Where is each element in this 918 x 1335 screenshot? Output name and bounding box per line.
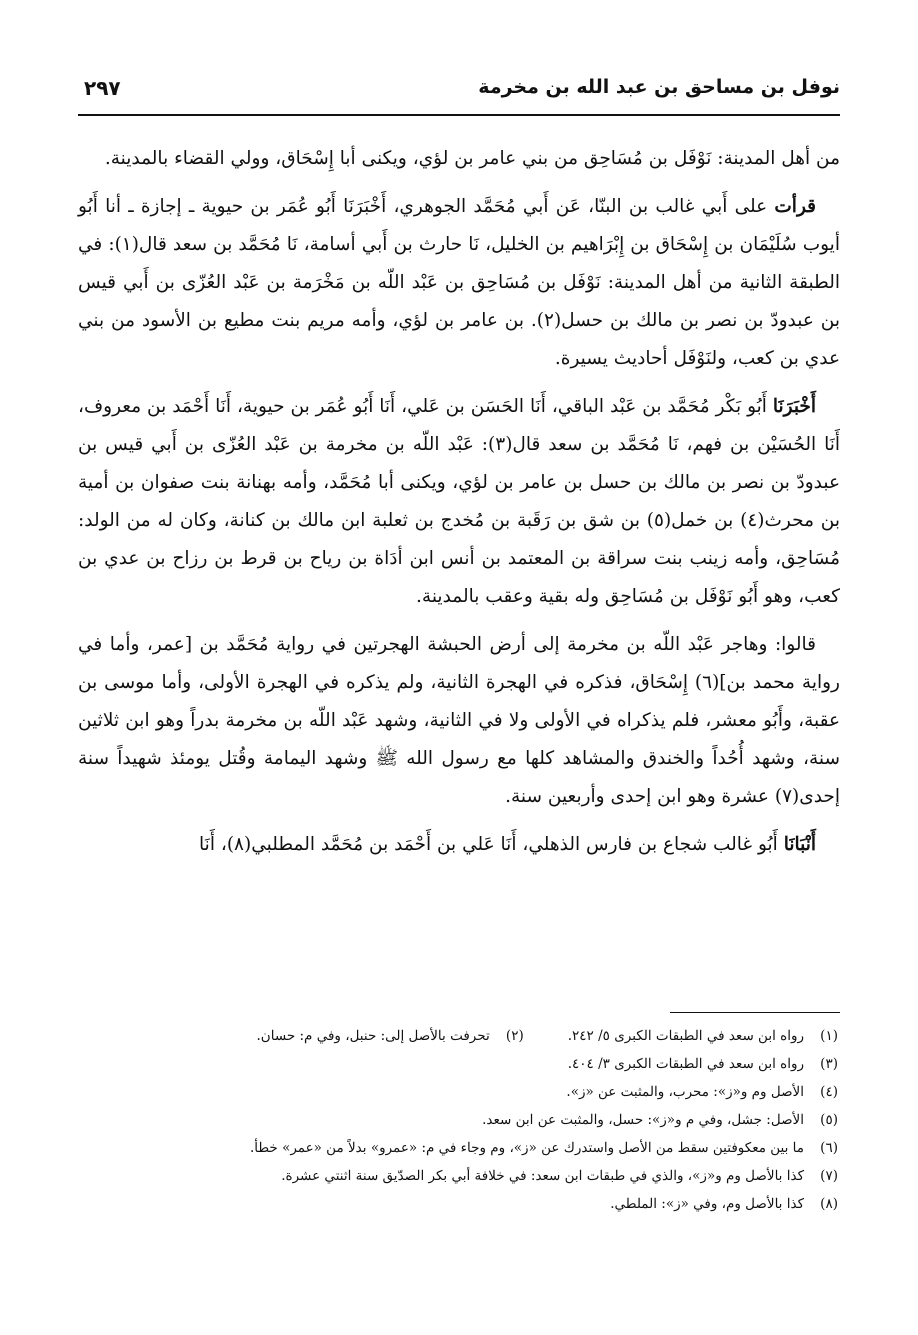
paragraph [78, 188, 840, 378]
footnote-number: (٢) [505, 1028, 524, 1044]
footnote-text: رواه ابن سعد في الطبقات الكبرى ٣/ ٤٠٤. [567, 1056, 804, 1072]
footnote [120, 1050, 838, 1078]
footnote-number: (٣) [820, 1056, 838, 1072]
footnote [120, 1162, 838, 1190]
footnote [257, 1022, 524, 1050]
paragraph-text: أَبُو بَكْر مُحَمَّد بن عَبْد الباقي، أَنَا الحَسَن بن عَلي، أَنَا أَبُو عُمَر بن حيوية، أَنَا أَحْمَد بن معروف، أَنَا الحُسَيْن بن فهم، نَا مُحَمَّد بن سعد قال(٣): عَبْد اللّه بن مخرمة بن عَبْد العُزّى بن أَبي قيس بن عبدودّ بن نصر بن مالك بن حسل بن عامر بن لؤي، ويكنى أبا مُحَمَّد، وأمه بهنانة بنت صفوان بن أمية بن محرث(٤) بن خمل(٥) بن شق بن رَقَبة بن مُخدج بن ثعلبة ابن مالك بن كنانة، وكان له من الولد: مُسَاحِق، وأمه زينب بنت سراقة بن المعتمد بن أنس ابن أدَاة بن رياح بن قرط بن رزاح بن عدي بن كعب، وهو أَبُو نَوْفَل بن مُسَاحِق وله بقية وعقب بالمدينة. [78, 396, 840, 607]
footnote [568, 1022, 838, 1050]
footnote-text: كذا بالأصل وم و«ز»، والذي في طبقات ابن سعد: في خلافة أبي بكر الصدّيق سنة اثنتي عشرة. [281, 1168, 804, 1184]
paragraph-lead: قرأت [774, 196, 816, 217]
page-number: ٢٩٧ [84, 76, 121, 100]
footnote-number: (٨) [820, 1196, 838, 1212]
footnote-text: الأصل: جشل، وفي م و«ز»: حسل، والمثبت عن ابن سعد. [482, 1112, 804, 1128]
paragraph-lead: أَنْبَانَا [783, 834, 816, 855]
footnotes [120, 1022, 838, 1218]
footnote [120, 1078, 838, 1106]
paragraph-text: أَبُو غالب شجاع بن فارس الذهلي، أَنَا عَلي بن أَحْمَد بن مُحَمَّد المطلبي(٨)، أَنَا [199, 834, 784, 855]
footnote-text: ما بين معكوفتين سقط من الأصل واستدرك عن «ز»، وم وجاء في م: «عمرو» بدلاً من «عمر» خطأ. [249, 1140, 804, 1156]
footnote [120, 1106, 838, 1134]
footnote-row [120, 1022, 838, 1050]
footnote [120, 1134, 838, 1162]
footnote-text: كذا بالأصل وم، وفي «ز»: الملطي. [610, 1196, 804, 1212]
paragraph [78, 140, 840, 178]
footnote-number: (٦) [820, 1140, 838, 1156]
footnote-number: (٥) [820, 1112, 838, 1128]
running-title: نوفل بن مساحق بن عبد الله بن مخرمة [478, 76, 840, 98]
paragraph-text: على أَبي غالب بن البنّا، عَن أَبي مُحَمَّد الجوهري، أَخْبَرَنَا أَبُو عُمَر بن حيوية ـ إجازة ـ أنا أَبُو أيوب سُلَيْمَان بن إِسْحَاق بن إِبْرَاهيم بن الخليل، نَا حارث بن أَبي أسامة، نَا مُحَمَّد بن سعد قال(١): في الطبقة الثانية من أهل المدينة: نَوْفَل بن مُسَاحِق بن عَبْد اللّه بن مَخْرَمة بن عَبْد العُزّى بن أَبي قيس بن عبدودّ بن نصر بن مالك بن حسل(٢). بن عامر بن لؤي، وأمه مريم بنت مطيع بن الأسود من بني عدي بن كعب، ولنَوْفَل أحاديث يسيرة. [78, 196, 840, 369]
paragraph-text: من أهل المدينة: نَوْفَل بن مُسَاحِق من بني عامر بن لؤي، ويكنى أبا إِسْحَاق، وولي القضاء بالمدينة. [104, 148, 840, 169]
footnote-text: تحرفت بالأصل إلى: حنبل، وفي م: حسان. [256, 1028, 490, 1044]
paragraph [78, 626, 840, 816]
paragraph [78, 826, 840, 864]
running-head [84, 76, 840, 112]
paragraph-text: قالوا: وهاجر عَبْد اللّه بن مخرمة إلى أرض الحبشة الهجرتين في رواية مُحَمَّد بن [عمر، وأما في رواية محمد بن](٦) إِسْحَاق، فذكره في الهجرة الثانية، ولم يذكره في الهجرة الأولى، وأما موسى بن عقبة، وأَبُو معشر، فلم يذكراه في الأولى ولا في الثانية، وشهد عَبْد اللّه بن مخرمة بدراً وهو ابن ثلاثين سنة، وشهد أُحُداً والخندق والمشاهد كلها مع رسول الله ﷺ وشهد اليمامة وقُتل يومئذ شهيداً سنة إحدى(٧) عشرة وهو ابن إحدى وأربعين سنة. [78, 634, 840, 807]
footnote-number: (١) [820, 1028, 838, 1044]
paragraph [78, 388, 840, 616]
paragraph-lead: أَخْبَرَنَا [772, 396, 816, 417]
footnote-rule [670, 1012, 840, 1013]
footnote-text: رواه ابن سعد في الطبقات الكبرى ٥/ ٢٤٢. [567, 1028, 804, 1044]
footnote-text: الأصل وم و«ز»: محرب، والمثبت عن «ز». [566, 1084, 804, 1100]
footnote-number: (٤) [820, 1084, 838, 1100]
footnote [120, 1190, 838, 1218]
header-rule [78, 114, 840, 116]
main-text [78, 140, 840, 874]
footnote-number: (٧) [820, 1168, 838, 1184]
